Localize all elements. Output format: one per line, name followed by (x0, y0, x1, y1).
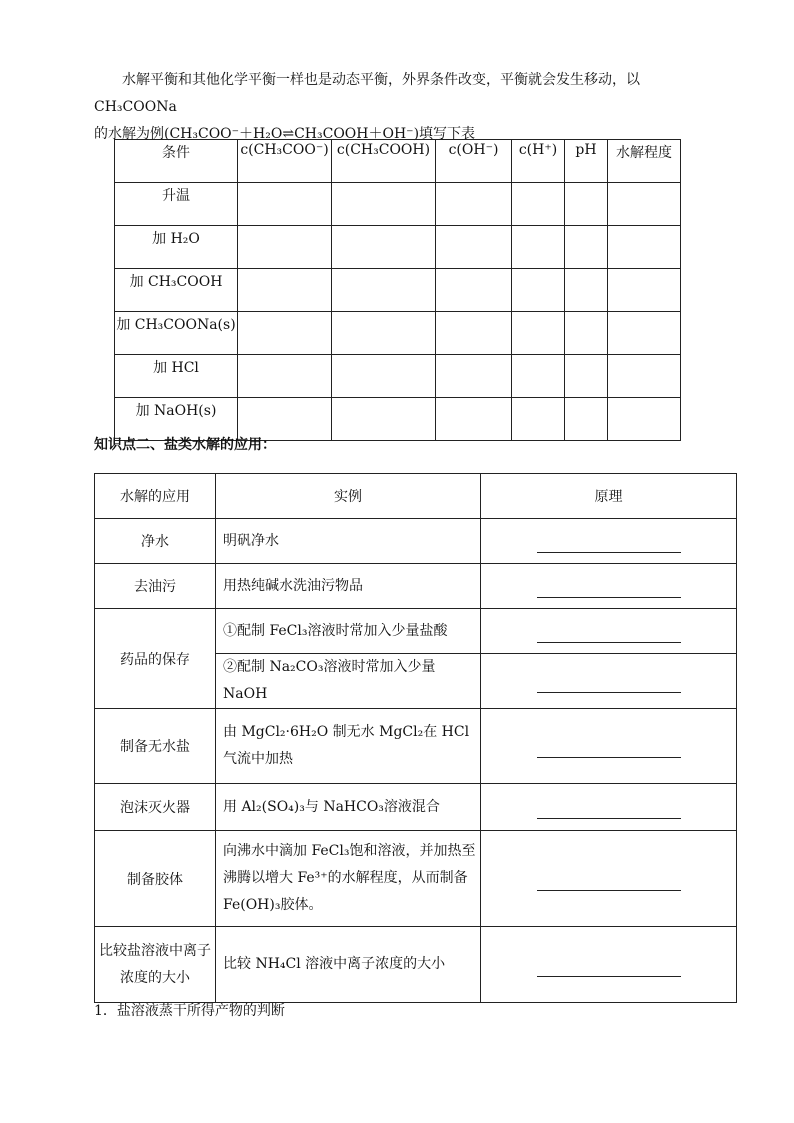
answer-cell[interactable] (238, 226, 332, 269)
answer-cell[interactable] (608, 269, 681, 312)
intro-line-2: 的水解为例(CH₃COO⁻＋H₂O⇌CH₃COOH＋OH⁻)填写下表 (94, 126, 476, 142)
answer-blank-line[interactable] (537, 976, 681, 977)
answer-cell[interactable] (436, 226, 512, 269)
answer-cell[interactable] (436, 183, 512, 226)
table-row (95, 927, 737, 1003)
application-cell: 泡沫灭火器 (95, 784, 216, 831)
section-2-title: 知识点二、盐类水解的应用： (94, 437, 276, 453)
footer-item: 1．盐溶液蒸干所得产物的判断 (94, 1003, 285, 1019)
answer-blank-line[interactable] (537, 692, 681, 693)
table2-header: 原理 (481, 474, 737, 519)
example-cell: 比较 NH₄Cl 溶液中离子浓度的大小 (216, 927, 481, 1003)
condition-cell: 升温 (115, 183, 238, 226)
principle-cell[interactable] (481, 709, 737, 784)
answer-cell[interactable] (608, 183, 681, 226)
table-row (115, 183, 681, 226)
answer-cell[interactable] (332, 312, 436, 355)
table1-header: c(H⁺) (512, 140, 565, 183)
principle-cell[interactable] (481, 784, 737, 831)
table1-header: c(CH₃COO⁻) (238, 140, 332, 183)
intro-paragraph (94, 67, 714, 148)
table-row (95, 784, 737, 831)
example-cell: ①配制 FeCl₃溶液时常加入少量盐酸 (216, 609, 481, 654)
answer-cell[interactable] (332, 355, 436, 398)
principle-cell[interactable] (481, 609, 737, 654)
application-cell: 制备无水盐 (95, 709, 216, 784)
table-row (115, 355, 681, 398)
answer-cell[interactable] (512, 183, 565, 226)
answer-cell[interactable] (512, 312, 565, 355)
principle-cell[interactable] (481, 519, 737, 564)
table1-header-row (115, 140, 681, 183)
table1-header: c(CH₃COOH) (332, 140, 436, 183)
hydrolysis-application-table (94, 473, 737, 1003)
answer-cell[interactable] (238, 183, 332, 226)
table-row (95, 831, 737, 927)
table1-header: c(OH⁻) (436, 140, 512, 183)
answer-cell[interactable] (608, 398, 681, 441)
answer-cell[interactable] (512, 355, 565, 398)
answer-cell[interactable] (608, 226, 681, 269)
table2-header: 实例 (216, 474, 481, 519)
answer-blank-line[interactable] (537, 818, 681, 819)
hydrolysis-condition-table (114, 139, 681, 441)
principle-cell[interactable] (481, 564, 737, 609)
table-row (115, 312, 681, 355)
answer-blank-line[interactable] (537, 552, 681, 553)
condition-cell: 加 NaOH(s) (115, 398, 238, 441)
answer-cell[interactable] (565, 312, 608, 355)
answer-cell[interactable] (565, 398, 608, 441)
table-row (95, 609, 737, 654)
application-cell: 比较盐溶液中离子浓度的大小 (95, 927, 216, 1003)
table-row (95, 564, 737, 609)
example-cell: 由 MgCl₂·6H₂O 制无水 MgCl₂在 HCl 气流中加热 (216, 709, 481, 784)
answer-cell[interactable] (332, 183, 436, 226)
application-cell: 药品的保存 (95, 609, 216, 709)
application-cell: 去油污 (95, 564, 216, 609)
answer-blank-line[interactable] (537, 890, 681, 891)
principle-cell[interactable] (481, 927, 737, 1003)
answer-blank-line[interactable] (537, 757, 681, 758)
answer-cell[interactable] (608, 312, 681, 355)
condition-cell: 加 CH₃COOH (115, 269, 238, 312)
intro-line-1: 水解平衡和其他化学平衡一样也是动态平衡，外界条件改变，平衡就会发生移动，以 CH₃COONa (94, 72, 640, 115)
principle-cell[interactable] (481, 831, 737, 927)
application-cell: 净水 (95, 519, 216, 564)
answer-cell[interactable] (238, 312, 332, 355)
answer-cell[interactable] (332, 269, 436, 312)
principle-cell[interactable] (481, 654, 737, 709)
example-cell: 用热纯碱水洗油污物品 (216, 564, 481, 609)
example-cell: 明矾净水 (216, 519, 481, 564)
answer-cell[interactable] (512, 226, 565, 269)
answer-cell[interactable] (332, 398, 436, 441)
answer-blank-line[interactable] (537, 597, 681, 598)
answer-cell[interactable] (238, 269, 332, 312)
answer-cell[interactable] (436, 398, 512, 441)
answer-cell[interactable] (565, 355, 608, 398)
answer-cell[interactable] (565, 226, 608, 269)
table1-header: 水解程度 (608, 140, 681, 183)
answer-cell[interactable] (436, 269, 512, 312)
answer-cell[interactable] (238, 355, 332, 398)
table2-header: 水解的应用 (95, 474, 216, 519)
table-row (95, 519, 737, 564)
condition-cell: 加 CH₃COONa(s) (115, 312, 238, 355)
table-row (95, 709, 737, 784)
table2-header-row (95, 474, 737, 519)
condition-cell: 加 HCl (115, 355, 238, 398)
answer-cell[interactable] (565, 269, 608, 312)
example-cell: 用 Al₂(SO₄)₃与 NaHCO₃溶液混合 (216, 784, 481, 831)
table1-header: 条件 (115, 140, 238, 183)
answer-blank-line[interactable] (537, 642, 681, 643)
table-row (115, 269, 681, 312)
answer-cell[interactable] (565, 183, 608, 226)
answer-cell[interactable] (608, 355, 681, 398)
answer-cell[interactable] (436, 355, 512, 398)
answer-cell[interactable] (332, 226, 436, 269)
condition-cell: 加 H₂O (115, 226, 238, 269)
answer-cell[interactable] (436, 312, 512, 355)
table-row (115, 226, 681, 269)
answer-cell[interactable] (512, 269, 565, 312)
table1-header: pH (565, 140, 608, 183)
example-cell: ②配制 Na₂CO₃溶液时常加入少量 NaOH (216, 654, 481, 709)
application-cell: 制备胶体 (95, 831, 216, 927)
example-cell: 向沸水中滴加 FeCl₃饱和溶液，并加热至沸腾以增大 Fe³⁺的水解程度，从而制备 Fe(OH)₃胶体。 (216, 831, 481, 927)
answer-cell[interactable] (512, 398, 565, 441)
